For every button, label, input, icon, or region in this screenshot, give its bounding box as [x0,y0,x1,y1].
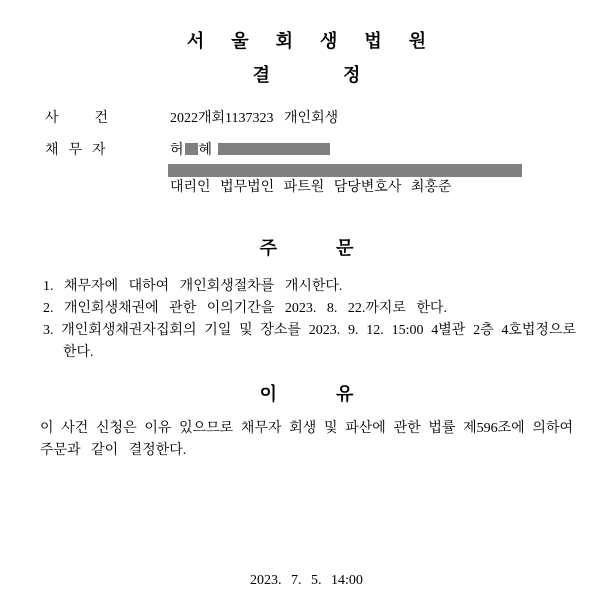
debtor-name-last-char: 혜 [198,143,213,158]
redaction-box-name-char [185,143,198,155]
case-number-value: 2022개회1137323 개인회생 [170,111,339,126]
debtor-name-first-char: 허 [170,143,184,158]
order-section-heading: 주문 [259,238,413,258]
redaction-box-short [218,143,330,155]
debtor-name [170,143,330,159]
order-item-2: 2. 개인회생채권에 관한 이의기간을 2023. 8. 22.까지로 한다. [43,301,447,316]
debtor-label: 채무자 [45,143,116,158]
decision-datetime: 2023. 7. 5. 14:00 [250,573,363,588]
court-name-title: 서울회생법원 [186,31,454,51]
order-item-1: 1. 채무자에 대하여 개인회생절차를 개시한다. [43,279,343,294]
attorney-line: 대리인 법무법인 파트원 담당변호사 최홍준 [170,180,452,195]
document-type-title: 결정 [252,65,434,85]
order-item-3: 3. 개인회생채권자집회의 기일 및 장소를 2023. 9. 12. 15:00 4별관 2층 4호법정으로 [43,323,576,338]
reason-line-2: 주문과 같이 결정한다. [40,443,187,458]
order-item-3-continuation: 한다. [63,345,94,360]
case-label: 사건 [45,111,145,126]
reason-section-heading: 이유 [259,384,413,404]
reason-line-1: 이 사건 신청은 이유 있으므로 채무자 회생 및 파산에 관한 법률 제596조에 의하여 [40,421,573,436]
redaction-box-long [168,164,522,177]
